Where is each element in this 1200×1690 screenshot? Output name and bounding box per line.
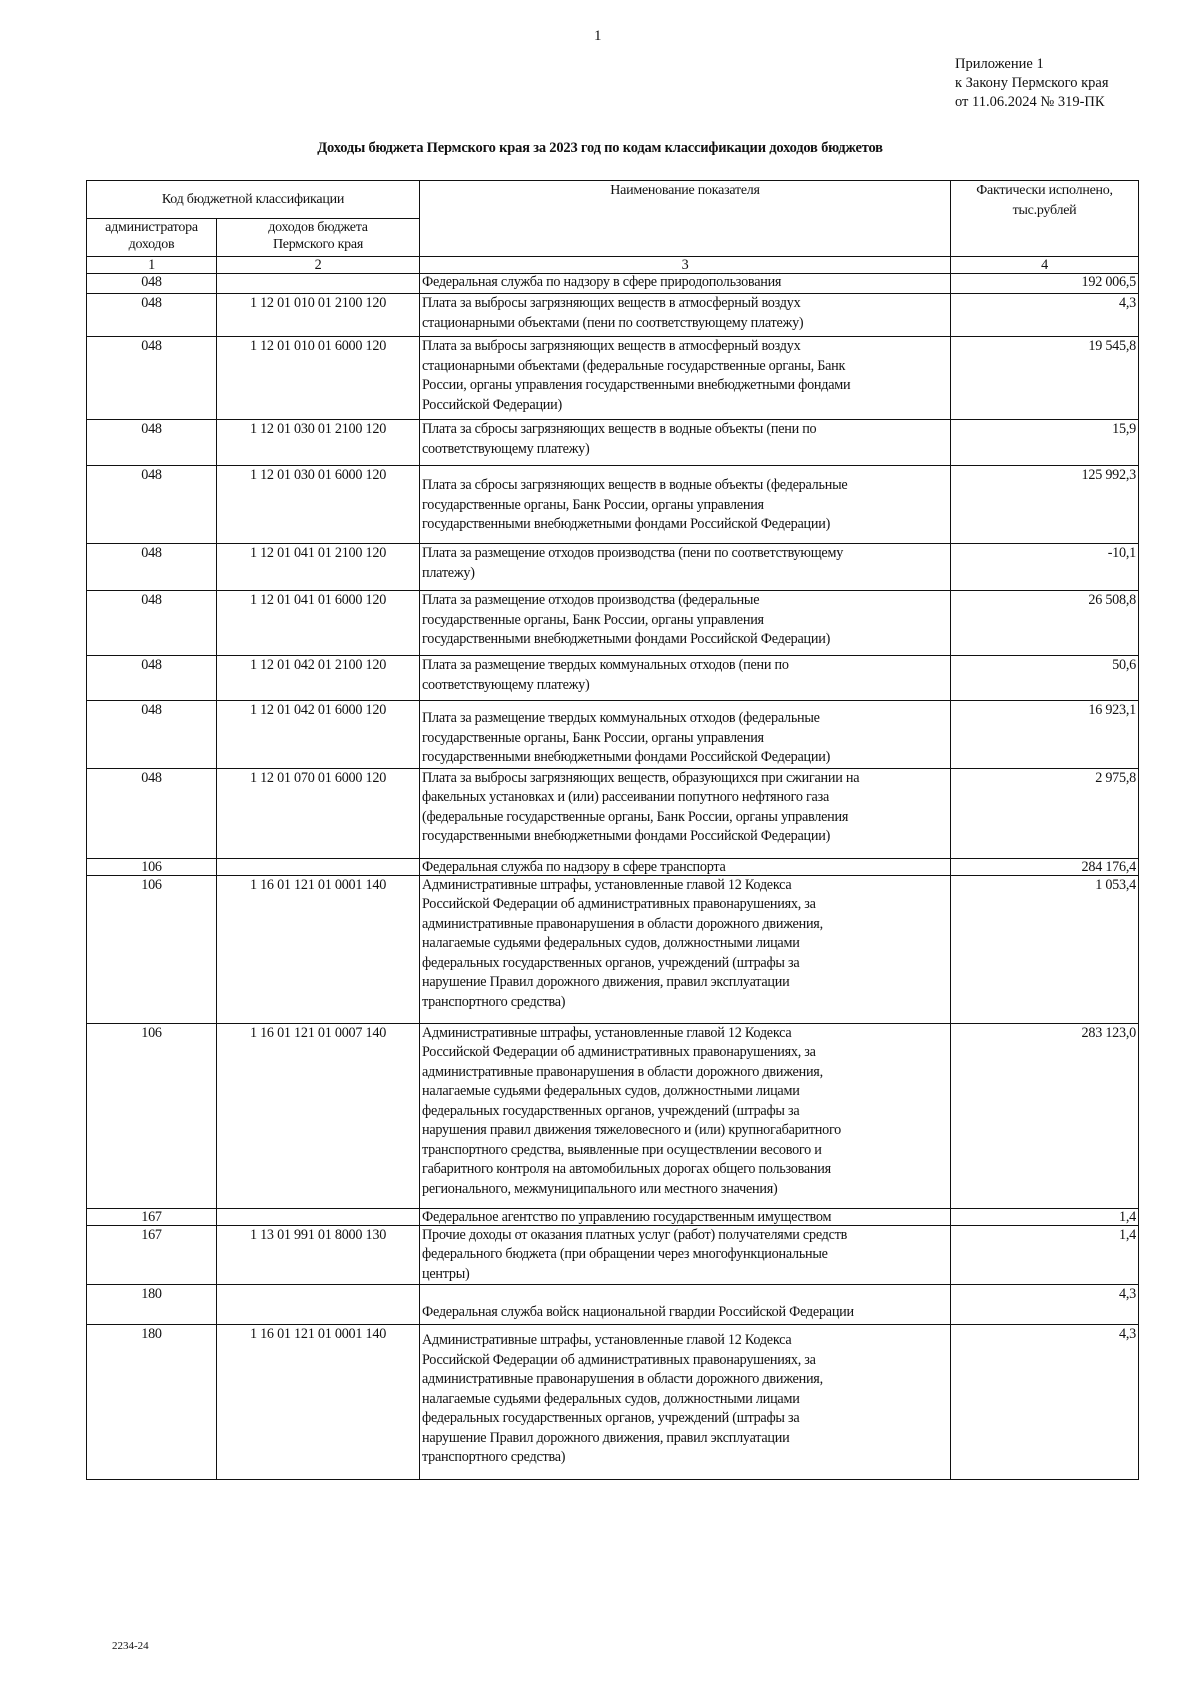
table-row xyxy=(87,701,1139,769)
admin-code-cell: 106 xyxy=(87,875,217,1023)
document-title: Доходы бюджета Пермского края за 2023 год по кодам классификации доходов бюджетов xyxy=(317,140,883,156)
revenue-code-cell: 1 12 01 010 01 2100 120 xyxy=(217,294,420,337)
table-row xyxy=(87,294,1139,337)
revenue-code-cell: 1 12 01 030 01 6000 120 xyxy=(217,466,420,544)
actual-value-cell: 19 545,8 xyxy=(951,337,1139,420)
revenue-table xyxy=(86,180,1139,1480)
revenue-code-cell xyxy=(217,274,420,294)
revenue-code-cell: 1 12 01 041 01 6000 120 xyxy=(217,591,420,656)
column-numbers-row xyxy=(87,257,1139,274)
appendix-line: от 11.06.2024 № 319-ПК xyxy=(955,94,1105,110)
actual-value-cell: 1 053,4 xyxy=(951,875,1139,1023)
revenue-code-cell: 1 12 01 042 01 2100 120 xyxy=(217,656,420,701)
admin-code-cell: 048 xyxy=(87,420,217,466)
indicator-name-cell: Плата за размещение твердых коммунальных отходов (федеральные государственные органы, Банк России, органы управления государственными внебюджетными фондами Российской Федерации) xyxy=(420,701,951,769)
table-row xyxy=(87,591,1139,656)
actual-value-cell: 2 975,8 xyxy=(951,768,1139,858)
actual-value-cell: 4,3 xyxy=(951,294,1139,337)
revenue-code-cell: 1 12 01 030 01 2100 120 xyxy=(217,420,420,466)
revenue-code-cell: 1 12 01 010 01 6000 120 xyxy=(217,337,420,420)
indicator-name-cell: Плата за сбросы загрязняющих веществ в водные объекты (пени по соответствующему платежу) xyxy=(420,420,951,466)
appendix-line: к Закону Пермского края xyxy=(955,75,1109,91)
header-indicator-name: Наименование показателя xyxy=(420,181,951,257)
admin-code-cell: 048 xyxy=(87,466,217,544)
admin-code-cell: 048 xyxy=(87,591,217,656)
admin-code-cell: 048 xyxy=(87,274,217,294)
table-row xyxy=(87,466,1139,544)
revenue-code-cell: 1 12 01 041 01 2100 120 xyxy=(217,544,420,591)
indicator-name-cell: Плата за размещение отходов производства (федеральные государственные органы, Банк России, органы управления государственными внебюджетными фондами Российской Федерации) xyxy=(420,591,951,656)
revenue-code-cell xyxy=(217,1208,420,1225)
table-row xyxy=(87,420,1139,466)
admin-code-cell: 048 xyxy=(87,656,217,701)
admin-code-cell: 106 xyxy=(87,858,217,875)
appendix-line: Приложение 1 xyxy=(955,56,1044,72)
actual-value-cell: 192 006,5 xyxy=(951,274,1139,294)
indicator-name-cell: Федеральная служба войск национальной гвардии Российской Федерации xyxy=(420,1285,951,1325)
indicator-name-cell: Плата за выбросы загрязняющих веществ, образующихся при сжигании на факельных установках и (или) рассеивании попутного нефтяного газа (федеральные государственные органы, Банк России, органы управления государственными внебюджетными фондами Российской Федерации) xyxy=(420,768,951,858)
actual-value-cell: 1,4 xyxy=(951,1208,1139,1225)
admin-code-cell: 048 xyxy=(87,544,217,591)
actual-value-cell: 4,3 xyxy=(951,1285,1139,1325)
revenue-code-cell: 1 16 01 121 01 0001 140 xyxy=(217,1325,420,1480)
indicator-name-cell: Прочие доходы от оказания платных услуг (работ) получателями средств федерального бюджета (при обращении через многофункциональные центры) xyxy=(420,1225,951,1285)
header-row xyxy=(87,181,1139,219)
admin-code-cell: 167 xyxy=(87,1225,217,1285)
revenue-code-cell: 1 12 01 070 01 6000 120 xyxy=(217,768,420,858)
actual-value-cell: 16 923,1 xyxy=(951,701,1139,769)
indicator-name-cell: Плата за выбросы загрязняющих веществ в атмосферный воздух стационарными объектами (федеральные государственные органы, Банк России, органы управления государственными внебюджетными фондами Российской Федерации) xyxy=(420,337,951,420)
table-row-administrator xyxy=(87,1285,1139,1325)
header-admin-code: администратора доходов xyxy=(87,219,217,257)
table-row xyxy=(87,875,1139,1023)
column-number: 1 xyxy=(87,257,217,274)
header-actual-value: Фактически исполнено, тыс.рублей xyxy=(951,181,1139,257)
indicator-name-cell: Федеральное агентство по управлению государственным имуществом xyxy=(420,1208,951,1225)
indicator-name-cell: Плата за размещение твердых коммунальных отходов (пени по соответствующему платежу) xyxy=(420,656,951,701)
table-row xyxy=(87,1023,1139,1208)
indicator-name-cell: Плата за сбросы загрязняющих веществ в водные объекты (федеральные государственные органы, Банк России, органы управления государственными внебюджетными фондами Российской Федерации) xyxy=(420,466,951,544)
table-row xyxy=(87,337,1139,420)
actual-value-cell: 1,4 xyxy=(951,1225,1139,1285)
revenue-code-cell xyxy=(217,858,420,875)
indicator-name-cell: Административные штрафы, установленные главой 12 Кодекса Российской Федерации об административных правонарушениях, за административные правонарушения в области дорожного движения, налагаемые судьями федеральных судов, должностными лицами федеральных государственных органов, учреждений (штрафы за нарушение Правил дорожного движения, правил эксплуатации транспортного средства) xyxy=(420,1325,951,1480)
table-row xyxy=(87,1325,1139,1480)
admin-code-cell: 106 xyxy=(87,1023,217,1208)
revenue-code-cell xyxy=(217,1285,420,1325)
actual-value-cell: -10,1 xyxy=(951,544,1139,591)
table-row-administrator xyxy=(87,1208,1139,1225)
revenue-code-cell: 1 13 01 991 01 8000 130 xyxy=(217,1225,420,1285)
appendix-note xyxy=(955,55,1109,112)
actual-value-cell: 125 992,3 xyxy=(951,466,1139,544)
admin-code-cell: 048 xyxy=(87,701,217,769)
indicator-name-cell: Административные штрафы, установленные главой 12 Кодекса Российской Федерации об административных правонарушениях, за административные правонарушения в области дорожного движения, налагаемые судьями федеральных судов, должностными лицами федеральных государственных органов, учреждений (штрафы за нарушения правил движения тяжеловесного и (или) крупногабаритного транспортного средства, выявленные при осуществлении весового и габаритного контроля на автомобильных дорогах общего пользования регионального, межмуниципального или местного значения) xyxy=(420,1023,951,1208)
indicator-name-cell: Федеральная служба по надзору в сфере природопользования xyxy=(420,274,951,294)
header-revenue-code: доходов бюджета Пермского края xyxy=(217,219,420,257)
table-row xyxy=(87,768,1139,858)
admin-code-cell: 167 xyxy=(87,1208,217,1225)
admin-code-cell: 180 xyxy=(87,1325,217,1480)
column-number: 2 xyxy=(217,257,420,274)
table-row xyxy=(87,656,1139,701)
revenue-code-cell: 1 16 01 121 01 0007 140 xyxy=(217,1023,420,1208)
actual-value-cell: 4,3 xyxy=(951,1325,1139,1480)
page-number: 1 xyxy=(594,28,602,44)
indicator-name-cell: Административные штрафы, установленные главой 12 Кодекса Российской Федерации об административных правонарушениях, за административные правонарушения в области дорожного движения, налагаемые судьями федеральных судов, должностными лицами федеральных государственных органов, учреждений (штрафы за нарушение Правил дорожного движения, правил эксплуатации транспортного средства) xyxy=(420,875,951,1023)
table-row xyxy=(87,544,1139,591)
actual-value-cell: 26 508,8 xyxy=(951,591,1139,656)
actual-value-cell: 15,9 xyxy=(951,420,1139,466)
indicator-name-cell: Плата за выбросы загрязняющих веществ в атмосферный воздух стационарными объектами (пени по соответствующему платежу) xyxy=(420,294,951,337)
column-number: 4 xyxy=(951,257,1139,274)
table-row xyxy=(87,1225,1139,1285)
indicator-name-cell: Федеральная служба по надзору в сфере транспорта xyxy=(420,858,951,875)
admin-code-cell: 048 xyxy=(87,294,217,337)
column-number: 3 xyxy=(420,257,951,274)
admin-code-cell: 180 xyxy=(87,1285,217,1325)
revenue-code-cell: 1 16 01 121 01 0001 140 xyxy=(217,875,420,1023)
indicator-name-cell: Плата за размещение отходов производства (пени по соответствующему платежу) xyxy=(420,544,951,591)
header-classification-code: Код бюджетной классификации xyxy=(87,181,420,219)
admin-code-cell: 048 xyxy=(87,768,217,858)
document-footer-code: 2234-24 xyxy=(112,1640,149,1652)
admin-code-cell: 048 xyxy=(87,337,217,420)
table-row-administrator xyxy=(87,858,1139,875)
table-row-administrator xyxy=(87,274,1139,294)
actual-value-cell: 283 123,0 xyxy=(951,1023,1139,1208)
revenue-code-cell: 1 12 01 042 01 6000 120 xyxy=(217,701,420,769)
actual-value-cell: 50,6 xyxy=(951,656,1139,701)
actual-value-cell: 284 176,4 xyxy=(951,858,1139,875)
